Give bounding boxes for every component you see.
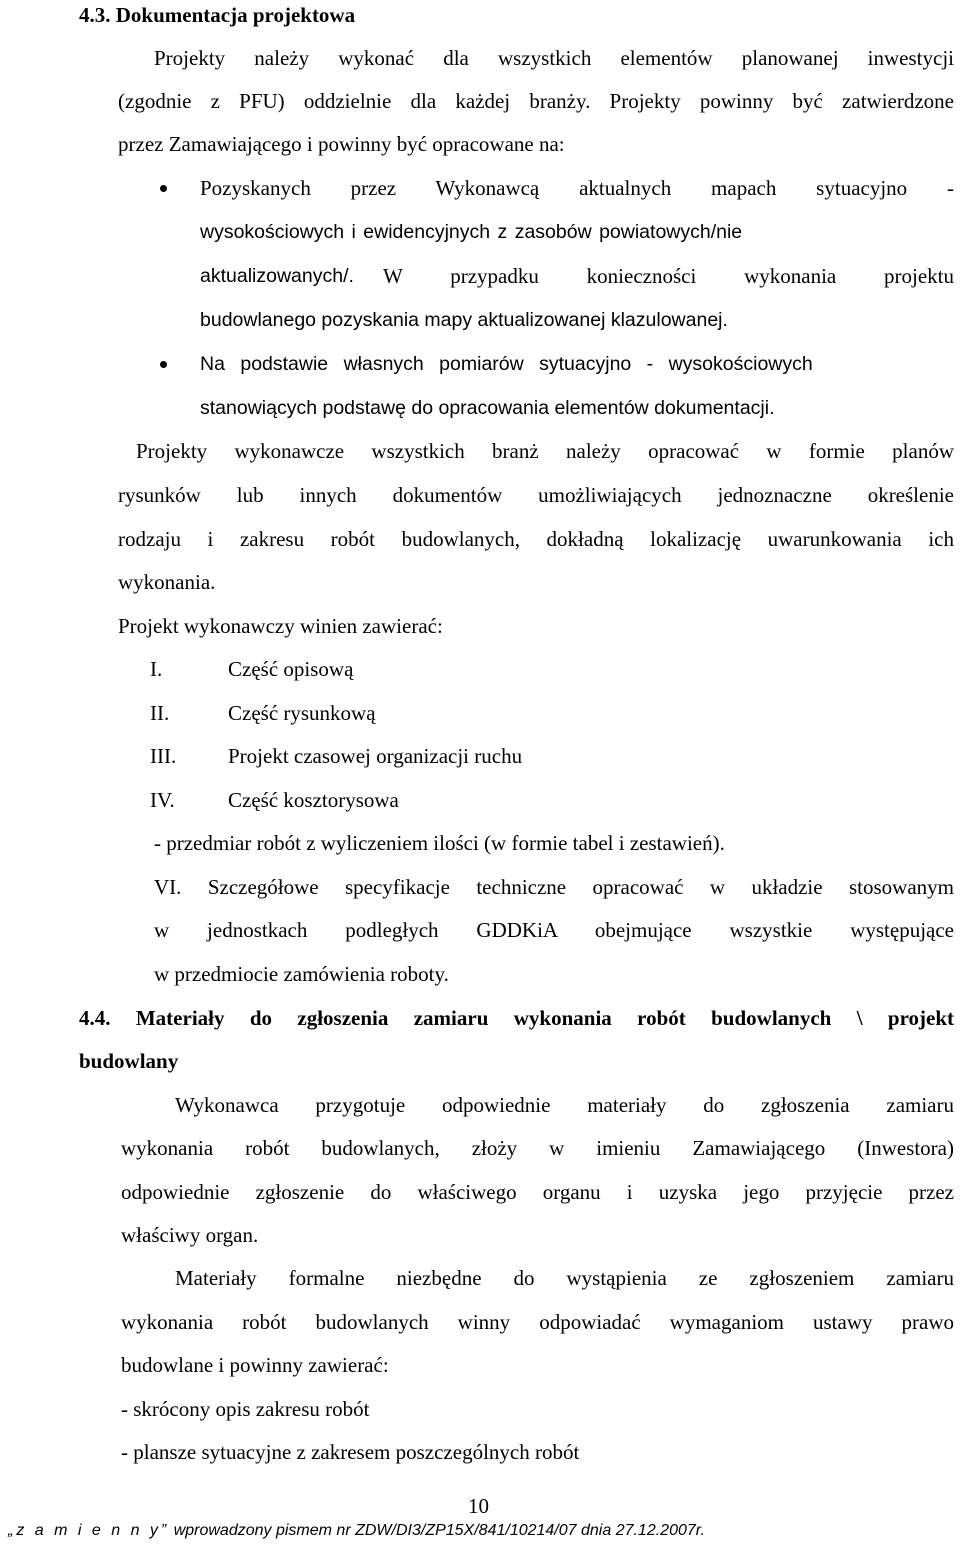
list-item: - skrócony opis zakresu robót (121, 1397, 370, 1421)
footer-quoted-word: „z a m i e n n y” (8, 1522, 170, 1539)
paragraph-line: przez Zamawiającego i powinny być opracowane na: (118, 132, 565, 156)
bullet-marker (160, 185, 167, 192)
footer-text: wprowadzony pismem nr ZDW/DI3/ZP15X/841/10214/07 dnia 27.12.2007r. (169, 1522, 705, 1539)
page-number: 10 (468, 1494, 489, 1518)
list-item-number: IV. (150, 788, 175, 812)
paragraph-line: Materiały formalne niezbędne do wystąpienia ze zgłoszeniem zamiaru (175, 1266, 954, 1290)
paragraph-line: Projekty należy wykonać dla wszystkich elementów planowanej inwestycji (154, 46, 954, 70)
paragraph-line: wykonania robót budowlanych, złoży w imieniu Zamawiającego (Inwestora) (121, 1136, 954, 1160)
paragraph-line: w jednostkach podległych GDDKiA obejmujące wszystkie występujące (154, 918, 954, 942)
paragraph-line: VI. Szczegółowe specyfikacje techniczne opracować w układzie stosowanym (154, 875, 954, 899)
paragraph-line: właściwy organ. (121, 1223, 259, 1247)
bullet-marker (160, 361, 167, 368)
bullet-line: W przypadku konieczności wykonania projektu (383, 264, 954, 288)
paragraph-line: w przedmiocie zamówienia roboty. (154, 962, 449, 986)
section-heading-4-3: 4.3. Dokumentacja projektowa (79, 3, 356, 27)
paragraph-line: (zgodnie z PFU) oddzielnie dla każdej branży. Projekty powinny być zatwierdzone (118, 89, 954, 113)
list-item-number: I. (150, 657, 163, 681)
paragraph-line: Wykonawca przygotuje odpowiednie materiały do zgłoszenia zamiaru (175, 1093, 954, 1117)
section-heading-4-4: 4.4. Materiały do zgłoszenia zamiaru wykonania robót budowlanych \ projekt (79, 1006, 954, 1030)
bullet-line: stanowiących podstawę do opracowania elementów dokumentacji. (200, 397, 775, 419)
bullet-line: budowlanego pozyskania mapy aktualizowanej klazulowanej. (200, 309, 728, 331)
list-item-number: II. (150, 701, 170, 725)
list-item-text: Część opisową (228, 657, 354, 681)
paragraph-line: Projekty wykonawcze wszystkich branż należy opracować w formie planów (136, 439, 954, 463)
paragraph-line: - przedmiar robót z wyliczeniem ilości (w formie tabel i zestawień). (154, 831, 725, 855)
page-footer (8, 1522, 705, 1540)
section-heading-4-4-cont: budowlany (79, 1049, 179, 1073)
paragraph-line: rodzaju i zakresu robót budowlanych, dokładną lokalizację uwarunkowania ich (118, 527, 954, 551)
list-item-text: Projekt czasowej organizacji ruchu (228, 744, 523, 768)
list-item-number: III. (150, 744, 177, 768)
bullet-line: Pozyskanych przez Wykonawcą aktualnych mapach sytuacyjno - (200, 176, 954, 200)
paragraph-line: wykonania robót budowlanych winny odpowiadać wymaganiom ustawy prawo (121, 1310, 954, 1334)
paragraph-line: odpowiednie zgłoszenie do właściwego organu i uzyska jego przyjęcie przez (121, 1180, 954, 1204)
list-item: - plansze sytuacyjne z zakresem poszczególnych robót (121, 1440, 580, 1464)
bullet-line: Na podstawie własnych pomiarów sytuacyjno - wysokościowych (200, 353, 813, 375)
paragraph-line: rysunków lub innych dokumentów umożliwiających jednoznaczne określenie (118, 483, 954, 507)
paragraph-line: Projekt wykonawczy winien zawierać: (118, 614, 443, 638)
list-item-text: Część rysunkową (228, 701, 376, 725)
bullet-line: wysokościowych i ewidencyjnych z zasobów powiatowych/nie (200, 221, 743, 243)
paragraph-line: wykonania. (118, 570, 216, 594)
bullet-line: aktualizowanych/. (200, 265, 354, 287)
list-item-text: Część kosztorysowa (228, 788, 399, 812)
paragraph-line: budowlane i powinny zawierać: (121, 1353, 389, 1377)
